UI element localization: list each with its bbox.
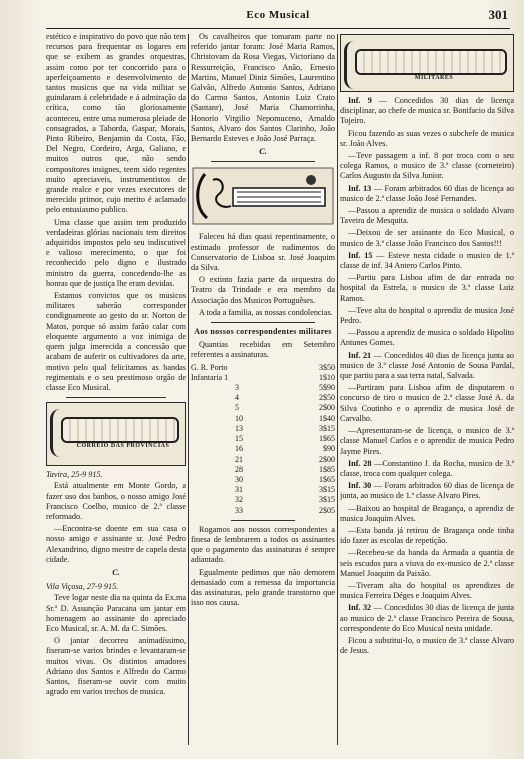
entry-text: Ficou fazendo as suas vezes o subchefe de musica sr. João Alves. (340, 128, 514, 148)
section-divider (211, 322, 315, 323)
entry-text: —Teve passagem a inf. 8 por troca com o seu colega Ramos, o musico de 3.ª classe (corneteiro) Carlos Augusto da Silva Junior. (340, 151, 514, 181)
news-paragraph: Está atualmente em Monte Gordo, a fazer uso dos banhos, o nosso amigo José Francisco Coelho, musico de 2.ª classe reformado. (46, 481, 186, 521)
column-middle (191, 32, 335, 747)
page-header (46, 6, 510, 29)
military-entry (340, 636, 514, 656)
article-paragraph: estético e inspirativo do povo que não tem recursos para frequentar os logares em que se exibem as grandes orquestras, assim como por ter concorrido para o aperfeiçoamento e desenvolvimento de tantos musicos que na vida militar se guindaram á celebridade e á admiração da crítica, como tão gloriosamente aconteceu, entre uma numerosa pleiade de consagrados, a Taborda, Gaspar, Morais, Pinto Ribeiro, Benjamin da Costa, Fão, Del Negro, Cordeiro, Arga, Galiano, e muitos outros que, não sendo compositores insignes, teem sido regentes muito apreciaveis, instrumentistos de grande realce e por vezes executores de merecido primor, cujo merito é aclamado pelo entusiasmo publico. (46, 32, 186, 215)
military-entry (340, 96, 514, 127)
entry-text: —Partiu para Lisboa afim de dar entrada no hospital da Estrela, o musico de 3.ª classe Luiz Ramos. (340, 273, 514, 303)
table-row (191, 506, 335, 516)
military-entry (340, 581, 514, 601)
column-right (340, 32, 514, 747)
unit-label: 33 (235, 505, 243, 515)
entry-text: —Partiram para Lisboa afim de disputarem o concurso de tiro o musico de 2.ª classe José A. da Silva Coutinho e o aprendiz de musica José de Carvalho. (340, 383, 514, 423)
entry-text: — Concedidos 30 dias de licença de junta ao musico de 2.ª classe Francisco Pereira de Sousa, correspondente do Eco Musical nesta unidade. (340, 603, 514, 633)
table-row (191, 495, 335, 505)
payments-table (191, 363, 335, 516)
entry-text: — Concedidos 30 dias de licença disciplinar, ao chefe de musica sr. Bonifacio da Silva Tojeiro. (340, 96, 514, 126)
military-entry (340, 306, 514, 326)
unit-label: 21 (235, 454, 243, 464)
signature: C. (112, 567, 120, 577)
amount-cell: 2$05 (319, 505, 335, 515)
military-entry (340, 383, 514, 424)
page-number: 301 (488, 7, 508, 22)
military-entry (340, 548, 514, 579)
amount-cell: 1$40 (319, 413, 335, 423)
amount-cell: 3$15 (319, 423, 335, 433)
military-entry (340, 481, 514, 501)
military-entry (340, 206, 514, 226)
obituary-paragraph: A toda a familia, as nossas condolencias. (199, 307, 333, 317)
amount-cell: 3$50 (319, 362, 335, 372)
unit-label: 16 (235, 444, 243, 454)
entry-text: — Foram arbitrados 60 dias de licença ao musico de 2.ª classe João José Fernandes. (340, 183, 514, 203)
table-row (191, 414, 335, 424)
unit-heading: Inf. 13 (348, 183, 372, 193)
military-entry (340, 526, 514, 546)
military-entry (340, 328, 514, 348)
military-entry (340, 273, 514, 304)
column-left (46, 32, 186, 747)
military-entry (340, 228, 514, 248)
section-divider (211, 161, 315, 162)
article-paragraph: Uma classe que assim tem produzido verdadeiras glórias nacionais tem direitos adquiridos impostos pelo seu indiscutivel e valioso merecimento, o que foi reconhecido pelo digno e ilustrado ministro da guerra, concedendo-lhe as honras que de justiça lhe eram devidas. (46, 217, 186, 288)
unit-label: Infantaria 1 (191, 372, 229, 382)
unit-heading: Inf. 9 (348, 96, 372, 105)
amount-cell: 2$00 (319, 454, 335, 464)
closing-paragraph: Egualmente pedimos que não demorem demasiado com a remessa da importancia das assinaturas, pelo grande transtorno que isso nos causa. (191, 567, 335, 608)
entry-text: — Esteve nesta cidade o musico de 1.ª classe de inf. 34 Antero Carlos Pinto. (340, 250, 514, 271)
entry-text: —Deixou de ser assinante do Eco Musical, o musico de 3.ª classe João Francisco dos Santos!!! (340, 228, 514, 248)
closing-paragraph: Rogamos aos nossos correspondentes a finesa de lembrarem a todos os assinantes que o pagamento das assinaturas é sempre adiantado. (191, 524, 335, 565)
entry-text: —Recebeu-se da banda da Armada a quantia de seis escudos para a viuva do ex-musico de 2.ª classe Manuel Joaquim da Paixão. (340, 548, 514, 578)
signature: C. (259, 147, 267, 157)
unit-heading: Inf. 32 (348, 603, 372, 613)
banner-label: CORREIO DAS PROVINCIAS (76, 443, 170, 450)
military-entry (340, 459, 514, 479)
dateline: Tavira, 25-9 915. (46, 470, 103, 480)
obituary-paragraph: O extinto fazia parte da orquestra do Teatro da Trindade e era membro da Associação dos Musicos Portuguêses. (191, 275, 335, 305)
military-entry (340, 504, 514, 524)
unit-label: 32 (235, 495, 243, 505)
entry-text: Ficou a substitui-lo, o musico de 3.ª classe Alvaro de Jesus. (340, 635, 514, 656)
militares-banner (340, 34, 514, 92)
unit-label: 31 (235, 485, 243, 495)
banner-scroll-icon (61, 417, 179, 443)
entry-text: —Esta banda já retirou de Bragança onde tinha ido fazer as escolas de repetição. (340, 525, 514, 546)
correio-banner (46, 402, 186, 466)
entry-text: —Teve alta do hospital o aprendiz de musica José Pedro. (340, 305, 514, 326)
unit-heading: Inf. 30 (348, 481, 372, 491)
entry-text: —Constantino J. da Rocha, musico de 3.ª classe, troca com qualquer colega. (340, 458, 514, 478)
table-row (191, 465, 335, 475)
table-row (191, 434, 335, 444)
section-heading: Aos nossos correspondentes militares (194, 327, 332, 337)
unit-label: 10 (235, 413, 243, 423)
unit-heading: Inf. 15 (348, 250, 373, 260)
table-row (191, 363, 335, 373)
military-entry (340, 151, 514, 182)
amount-cell: 2$00 (319, 403, 335, 413)
masthead-title: Eco Musical (246, 9, 310, 21)
banner-label: MILITARES (414, 75, 454, 81)
amount-cell: 1$65 (319, 434, 335, 444)
table-row (191, 403, 335, 413)
news-paragraph: Teve logar neste dia na quinta da Ex.ma Sr.ª D. Assunção Paracana um jantar em homenagem ao assinante do apreciado Eco Musical, sr. A. M. da C. Simões. (46, 593, 186, 633)
military-entry (340, 351, 514, 382)
military-entry (340, 603, 514, 634)
news-paragraph: —Encontra-se doente em sua casa o nosso amigo e assinante sr. José Pedro Alexandrino, digno mestre de capela desta cidade. (46, 524, 186, 564)
entry-text: —Apresentaram-se de licença, o musico de 3.ª classe Manuel Carlos e o aprendiz de musica Pedro Jayme Pires. (340, 426, 514, 456)
entry-text: —Passou a aprendiz de musica o soldado Alvaro Taveira de Mesquita. (340, 206, 514, 226)
unit-label: 30 (235, 474, 243, 484)
news-paragraph: O jantar decorreu animadíssimo, fiseram-se varios brindes e levantaram-se muitos vivas. Os distintos amadores Adriano dos Santos e Alfredo do Carmo Santos, fiseram-se ouvir com muito agrado em varios trechos de musica. (46, 636, 186, 697)
table-row (191, 444, 335, 454)
unit-heading: Inf. 28 (348, 458, 372, 468)
table-row (191, 424, 335, 434)
unit-heading: Inf. 21 (348, 350, 372, 360)
unit-label: 5 (235, 403, 239, 413)
amount-cell: 1$10 (319, 372, 335, 382)
amount-cell: 2$50 (319, 393, 335, 403)
unit-label: G. R. Porto (191, 362, 228, 372)
unit-label: 15 (235, 434, 243, 444)
section-divider (231, 520, 295, 521)
military-entry (340, 426, 514, 457)
entry-text: —Passou a aprendiz de musica o soldado Hipolito Antunes Gomes. (340, 328, 514, 348)
entry-text: — Concedidos 40 dias de licença junta ao musico de 3.ª classe José Antonio de Sousa Pardal, que partiu para a sua terra natal, Salvada. (340, 350, 514, 381)
table-row (191, 383, 335, 393)
column-rule (337, 34, 338, 745)
military-news-list (340, 96, 514, 656)
banner-scroll-icon (355, 49, 507, 75)
amount-cell: 3$15 (319, 485, 335, 495)
unit-label: 28 (235, 464, 243, 474)
entry-text: —Baixou ao hospital de Bragança, o aprendiz de musica Joaquim Alves. (340, 503, 514, 523)
table-row (191, 475, 335, 485)
table-row (191, 485, 335, 495)
article-paragraph: Os cavalheiros que tomaram parte no referido jantar foram: José Maria Ramos, Christovam da Rosa Viegas, Victoriano da Ressurreição, Francisco Anão, Ernesto Martins, Manuel Diniz Simões, Laurentino Galvão, Alfredo Antonio Santos, Adriano do Carmo Santos, Antonio Luiz Crato (Santanr), José Maria Chamorrinha, Honorio Virgilio Nepomuceno, Arnaldo Santos, Alvaro dos Santos Clarinho, João Bernardo Esteves e João José Parraça. (191, 32, 335, 144)
section-intro: Quantias recebidas em Setembro referentes a assinaturas. (191, 340, 335, 360)
military-entry (340, 184, 514, 204)
table-row (191, 373, 335, 383)
table-row (191, 455, 335, 465)
table-row (191, 393, 335, 403)
unit-label: 13 (235, 423, 243, 433)
amount-cell: 1$85 (319, 464, 335, 474)
article-paragraph: Estamos convictos que os musicos militares saberão corresponder condignamente ao gesto do sr. Norton de Matos, porque só assim farão calar com eloquente argumento a voz inimiga de quem julga imerecida a concessão que acabam de auferir os cultivadores da arte, motivo pelo qual felicitamos as bandas regimentais e o seu prestimoso orgão de classe Eco Musical. (46, 291, 186, 392)
obituary-paragraph: Faleceu há dias quasi repentinamente, o estimado professor de rudimentos do Conservatorio de Lisboa sr. José Joaquim da Silva. (191, 232, 335, 273)
entry-text: — Foram arbitrados 60 dias de licença de junta, ao musico de 1.ª classe Alvaro Pires. (340, 481, 514, 501)
amount-cell: $90 (323, 444, 335, 454)
column-rule (188, 34, 189, 745)
unit-label: 4 (235, 393, 239, 403)
amount-cell: 1$65 (319, 474, 335, 484)
amount-cell: 3$15 (319, 495, 335, 505)
entry-text: —Tiveram alta do hospital os aprendizes de musica Ferreira Déges e Joaquim Alves. (340, 580, 514, 601)
military-entry (340, 251, 514, 271)
section-divider (66, 397, 166, 398)
unit-label: 3 (235, 383, 239, 393)
military-entry (340, 129, 514, 149)
necrology-crest-icon (191, 166, 335, 226)
dateline: Vila Viçosa, 27-9 915. (46, 582, 119, 592)
amount-cell: 5$90 (319, 383, 335, 393)
